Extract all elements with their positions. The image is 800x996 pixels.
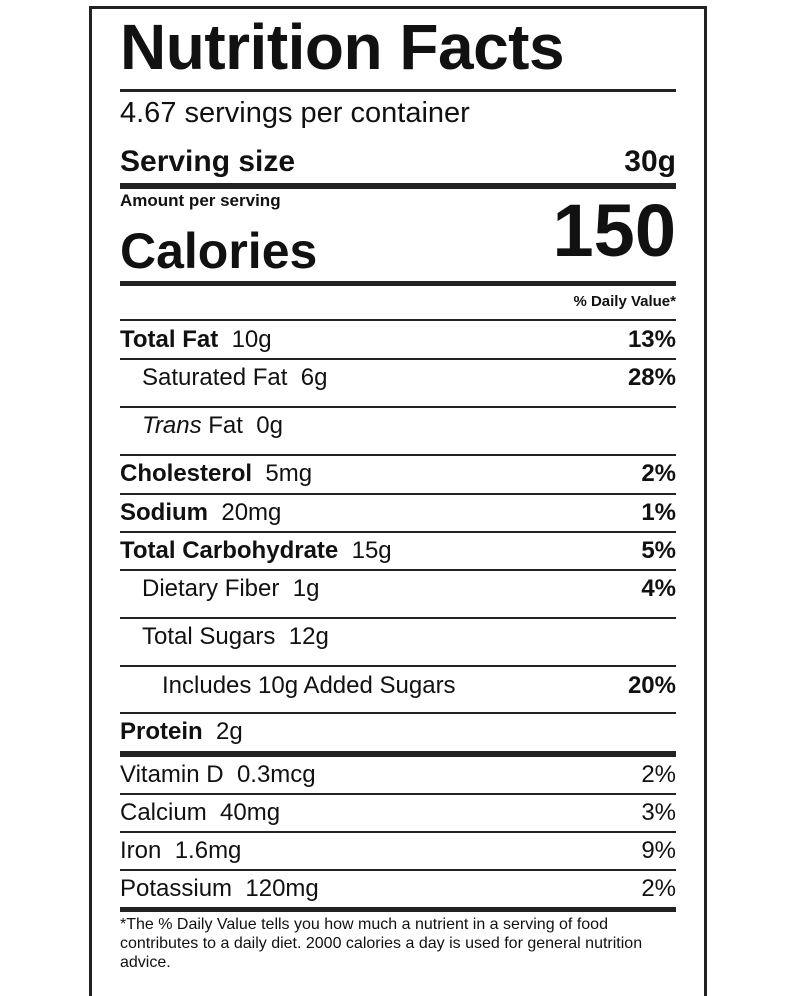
vitamin-row-calcium	[120, 795, 676, 831]
nutrient-row-trans-fat	[120, 408, 676, 444]
calories-value: 150	[552, 189, 676, 272]
vitamin-dv: 3%	[641, 799, 676, 826]
nutrient-row-total-sugars	[120, 619, 676, 655]
vitamin-name: Potassium	[120, 875, 233, 902]
vitamin-row-vitamin-d	[120, 757, 676, 793]
serving-size-label: Serving size	[120, 145, 296, 178]
servings-per-container: 4.67 servings per container	[120, 97, 470, 129]
vitamin-row-potassium	[120, 871, 676, 907]
nutrient-name: Total Fat	[120, 326, 219, 353]
vitamin-amount: 40mg	[220, 799, 281, 826]
vitamin-name: Calcium	[120, 799, 207, 826]
daily-value-footnote: *The % Daily Value tells you how much a nutrient in a serving of food contributes to a daily diet. 2000 calories a day is used for general nutrition advice.	[120, 916, 643, 971]
nutrient-dv: 20%	[627, 672, 676, 699]
vitamin-amount: 1.6mg	[174, 837, 242, 864]
nutrient-row-sodium	[120, 495, 676, 531]
nutrient-name-italic: Trans	[142, 412, 202, 439]
nutrient-name: Protein	[120, 718, 203, 745]
nutrient-name: Includes 10g Added Sugars	[162, 672, 456, 699]
vitamin-name: Vitamin D	[120, 761, 224, 788]
serving-size-value: 30g	[624, 145, 676, 178]
vitamin-dv: 9%	[641, 837, 676, 864]
divider	[120, 89, 676, 92]
nutrient-name: Sodium	[120, 499, 208, 526]
vitamin-amount: 120mg	[245, 875, 319, 902]
nutrition-facts-label	[89, 6, 707, 996]
divider	[120, 319, 676, 321]
vitamin-dv: 2%	[641, 761, 676, 788]
label-inner	[120, 9, 676, 996]
nutrient-amount: 12g	[288, 623, 329, 650]
nutrient-row-total-fat	[120, 322, 676, 358]
nutrient-amount: 5mg	[265, 460, 313, 487]
nutrient-row-added-sugars	[120, 667, 676, 705]
amount-per-serving: Amount per serving	[120, 191, 281, 210]
nutrient-row-saturated-fat	[120, 360, 676, 396]
nutrient-name: Saturated Fat	[142, 364, 288, 391]
nutrient-amount: 15g	[351, 537, 392, 564]
serving-size-row	[120, 143, 676, 181]
nutrient-dv: 1%	[641, 499, 676, 526]
nutrient-name: Total Sugars	[142, 623, 276, 650]
nutrient-amount: 1g	[292, 575, 320, 602]
nutrient-amount: 6g	[300, 364, 328, 391]
vitamin-name: Iron	[120, 837, 162, 864]
nutrient-row-dietary-fiber	[120, 571, 676, 607]
nutrient-amount: 20mg	[221, 499, 282, 526]
nutrient-row-cholesterol	[120, 456, 676, 492]
nutrient-name: Cholesterol	[120, 460, 253, 487]
calories-label: Calories	[120, 223, 318, 279]
nutrient-amount: 2g	[216, 718, 243, 745]
nutrient-name: Fat	[201, 412, 243, 439]
nutrient-name: Dietary Fiber	[142, 575, 280, 602]
thick-divider	[120, 907, 676, 912]
nutrient-dv: 28%	[627, 364, 676, 391]
nutrient-name: Total Carbohydrate	[120, 537, 339, 564]
label-title: Nutrition Facts	[120, 11, 565, 83]
thick-divider	[120, 281, 676, 286]
nutrient-row-protein	[120, 714, 676, 750]
nutrient-dv: 5%	[641, 537, 676, 564]
nutrient-dv: 13%	[627, 326, 676, 353]
daily-value-header: % Daily Value*	[573, 293, 676, 310]
vitamin-row-iron	[120, 833, 676, 869]
nutrient-amount: 0g	[256, 412, 283, 439]
nutrient-dv: 2%	[641, 460, 676, 487]
vitamin-amount: 0.3mcg	[236, 761, 316, 788]
nutrient-dv: 4%	[641, 575, 676, 602]
nutrient-amount: 10g	[231, 326, 272, 353]
nutrient-row-total-carbohydrate	[120, 533, 676, 569]
vitamin-dv: 2%	[641, 875, 676, 902]
